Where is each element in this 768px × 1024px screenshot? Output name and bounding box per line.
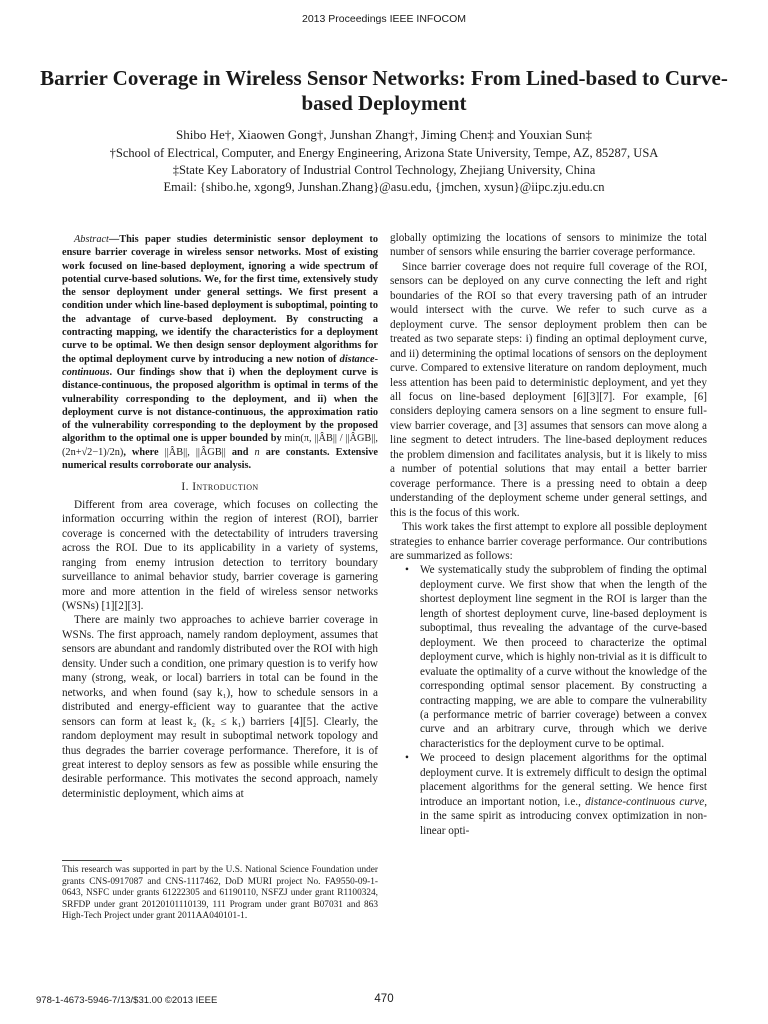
paragraph: There are mainly two approaches to achieve barrier coverage in WSNs. The first approach, namely random deployment, assumes that sensors are abundant and randomly distributed over the ROI with high density. Under such a condition, one primary question is to verify how many (strong, weak, or local) barriers in total can be found in the networks, and when found (say k₁), how to schedule sensors in a distributed and energy-efficient way to guarantee that the active sensors can form at least k₂ (k₂ ≤ k₁) barriers [4][5]. Clearly, the random deployment may result in suboptimal network topology and thus degrades the barrier coverage performance. Therefore, it is of great interest to deploy sensors as few as possible while ensuring the desirable performance. This motivates the second approach, namely deterministic deployment, which aims at: [62, 614, 378, 800]
footnote-divider: [62, 860, 122, 861]
bullet-text-1: We proceed to design placement algorithms for the optimal deployment curve. It is extremely difficult to design the optimal placement algorithms for the general setting. We hence first introduce an important notion, i.e.,: [420, 752, 707, 808]
copyright-line: 978-1-4673-5946-7/13/$31.00 ©2013 IEEE: [36, 995, 218, 1006]
funding-footnote: This research was supported in part by the U.S. National Science Foundation under grants CNS-0917087 and CNS-1117462, DoD MURI project No. FA9550-09-1-0643, NSFC under grants 61222305 and 61190110, NSFZJ under grant R1100324, SRFDP under grant 20120101110139, 111 Program under grant B07031 and 863 High-Tech Project under grant 2011AA040101-1.: [62, 865, 378, 922]
abstract-math-terms: ||ÂB||, ||ÂGB||: [164, 446, 226, 458]
abstract-math-n: n: [254, 446, 260, 458]
list-item: [390, 751, 707, 838]
section-numeral: I.: [181, 481, 193, 494]
bullet-italic-term: distance-continuous curve: [585, 795, 705, 808]
right-column: [390, 231, 707, 838]
author-list: Shibo He†, Xiaowen Gong†, Junshan Zhang†, Jiming Chen‡ and Youxian Sun‡: [176, 127, 592, 142]
abstract-text-5: are constants. Extensive numerical results corroborate our analysis.: [62, 446, 378, 472]
paper-title: Barrier Coverage in Wireless Sensor Networks: From Lined-based to Curve-based Deployment: [40, 66, 728, 115]
abstract-text-3: , where: [123, 446, 165, 458]
abstract-italic-term: distance-continuous: [62, 353, 378, 378]
paragraph: Since barrier coverage does not require full coverage of the ROI, sensors can be deployed on any curve connecting the left and right boundaries of the ROI so that every traversing path of an intruder would intersect with the curve. We refer to such curve as a deployment curve. The sensor deployment problem then can be treated as two separate steps: i) finding an optimal deployment curve, and ii) determining the optimal locations of sensors on the deployment curve. Compared to extensive literature on random deployment, much less attention has been paid to deterministic deployment, and yet they all focus on line-based deployment [6][3][7]. For example, [6] considers deploying camera sensors on a line segment to ensure full-view barrier coverage, and [3] assumes that sensors can move along a line segment to detect intruders. The line-based deployment reduces the problem dimension and facilitates analysis, but it is likely to miss a number of potential solutions that may entail a better barrier coverage performance. There is a pressing need to obtain a deep understanding of the deployment scheme under general settings, and this is the focus of this work.: [390, 260, 707, 519]
email-line: Email: {shibo.he, xgong9, Junshan.Zhang}@asu.edu, {jmchen, xysun}@iipc.zju.edu.cn: [163, 180, 605, 194]
abstract-math-bound: min(π, ||ÂB|| / ||ÂGB||, (2n+√2−1)/2n): [62, 433, 378, 458]
list-item: • We systematically study the subproblem of finding the optimal deployment curve. We first show that when the length of the shortest deployment line segment in the ROI is larger than the length of shortest deployment curve, line-based deployment is suboptimal, thus revealing the advantage of the curve-based deployment. We then proceed to characterize the optimal deployment curve, which is highly non-trivial as it is difficult to evaluate the optimality of a curve without the knowledge of the corresponding optimal sensor placement. By constructing a contracting mapping, we are able to compare the vulnerability (a performance metric of barrier coverage) between a convex curve and an arbitrary curve, through which we derive characteristics for the deployment curve to be optimal.: [390, 563, 707, 751]
abstract: [62, 233, 378, 472]
affiliation-zju: ‡State Key Laboratory of Industrial Control Technology, Zhejiang University, China: [172, 163, 596, 177]
contributions-list: [390, 563, 707, 838]
paragraph: This work takes the first attempt to explore all possible deployment strategies to enhance barrier coverage performance. Our contributions are summarized as follows:: [390, 521, 707, 562]
running-header: 2013 Proceedings IEEE INFOCOM: [302, 13, 466, 25]
left-column: [62, 233, 378, 801]
page-number: 470: [374, 993, 394, 1005]
abstract-text-1: —This paper studies deterministic sensor deployment to ensure barrier coverage in wireless sensor networks. Most of existing work focused on line-based deployment, ignoring a wide spectrum of potential curve-based solutions. We, for the first time, extensively study the sensor deployment under general settings. We first present a condition under which line-based deployment is suboptimal, pointing to the advantage of curve-based deployment. By constructing a contracting mapping, we identify the characteristics for a deployment curve to be optimal. We then design sensor deployment algorithms for the optimal deployment curve by introducing a new notion of: [62, 234, 378, 365]
paragraph: Different from area coverage, which focuses on collecting the information occurring within the region of interest (ROI), barrier coverage is concerned with the detectability of intruders traversing across the ROI. Due to its applicability in a variety of systems, ranging from enemy intrusion detection to territory boundary surveillance to animal behavior study, barrier coverage is garnering more and more attention in the field of wireless sensor networks (WSNs) [1][2][3].: [62, 498, 378, 612]
paragraph: globally optimizing the locations of sensors to minimize the total number of sensors while ensuring the barrier coverage performance.: [390, 232, 707, 259]
section-name: Introduction: [192, 481, 259, 494]
affiliation-asu: †School of Electrical, Computer, and Energy Engineering, Arizona State University, Tempe, AZ, 85287, USA: [109, 146, 659, 160]
abstract-lead: Abstract: [74, 234, 109, 245]
abstract-text-2: . Our findings show that i) when the deployment curve is distance-continuous, the proposed algorithm is optimal in terms of the vulnerability corresponding to the deployment, and ii) when the deployment curve is not distance-continuous, the approximation ratio of the vulnerability corresponding to the deployment by the proposed algorithm to the optimal one is upper bounded by: [62, 366, 378, 445]
section-heading-introduction: [62, 480, 378, 494]
bullet-text-2: , in the same spirit as introducing convex optimization in non-linear opti-: [420, 795, 707, 837]
abstract-text-4: and: [225, 446, 255, 458]
